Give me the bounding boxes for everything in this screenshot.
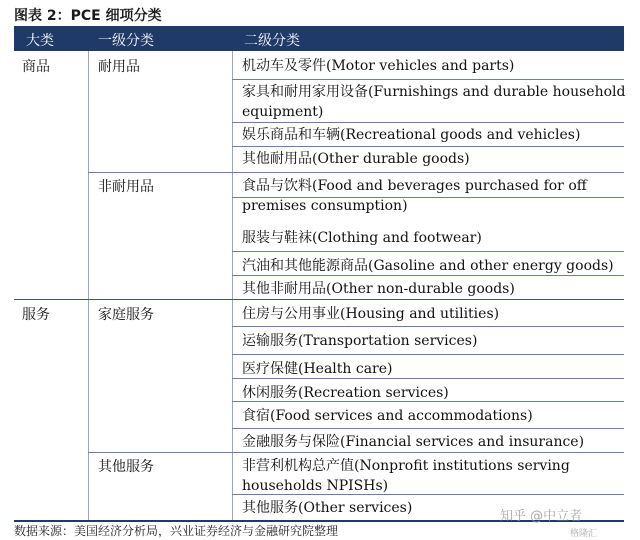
row-rule <box>232 326 624 327</box>
major-category: 服务 <box>22 307 50 323</box>
row-rule <box>232 146 624 147</box>
level1-category: 家庭服务 <box>98 307 154 323</box>
level2-item: 住房与公用事业(Housing and utilities) <box>242 306 500 322</box>
header-level2: 二级分类 <box>244 33 300 49</box>
table-header <box>14 28 624 51</box>
group-rule <box>14 299 624 300</box>
row-rule <box>232 79 624 80</box>
level2-item: 医疗保健(Health care) <box>242 361 393 377</box>
row-rule <box>232 401 624 402</box>
level2-item: 其他非耐用品(Other non-durable goods) <box>242 281 515 297</box>
level2-item: 服装与鞋袜(Clothing and footwear) <box>242 230 482 246</box>
level2-item: 食宿(Food services and accommodations) <box>242 408 533 424</box>
level2-item: 家具和耐用家用设备(Furnishings and durable household equipment) <box>242 84 626 120</box>
level2-item: 金融服务与保险(Financial services and insurance) <box>242 434 585 450</box>
row-rule <box>232 378 624 379</box>
level2-item: 机动车及零件(Motor vehicles and parts) <box>242 58 515 74</box>
row-rule <box>232 428 624 429</box>
table-title: 图表 2：PCE 细项分类 <box>14 8 162 24</box>
level2-item: 汽油和其他能源商品(Gasoline and other energy goods) <box>242 258 614 274</box>
level2-item: 其他服务(Other services) <box>242 500 413 516</box>
row-rule <box>232 122 624 123</box>
watermark-small: 格隆汇 <box>570 529 598 539</box>
row-rule <box>232 275 624 276</box>
row-rule <box>232 494 624 495</box>
subgroup-rule <box>88 452 624 453</box>
level1-category: 非耐用品 <box>98 179 154 195</box>
level2-item: 其他耐用品(Other durable goods) <box>242 151 470 167</box>
level2-item: 非营利机构总产值(Nonprofit institutions serving households NPISHs) <box>242 458 570 494</box>
row-rule <box>232 197 624 198</box>
major-category: 商品 <box>22 59 50 75</box>
level1-category: 其他服务 <box>98 459 154 475</box>
level1-category: 耐用品 <box>98 59 140 75</box>
row-rule <box>232 354 624 355</box>
header-level1: 一级分类 <box>98 33 154 49</box>
level2-item: 食品与饮料(Food and beverages purchased for off premises consumption) <box>242 178 587 214</box>
source-note: 数据来源：美国经济分析局，兴业证券经济与金融研究院整理 <box>14 524 339 538</box>
column-divider <box>88 51 89 520</box>
row-rule <box>232 251 624 252</box>
header-major: 大类 <box>26 33 54 49</box>
level2-item: 休闲服务(Recreation services) <box>242 385 449 401</box>
level2-item: 娱乐商品和车辆(Recreational goods and vehicles) <box>242 127 581 143</box>
level2-item: 运输服务(Transportation services) <box>242 333 478 349</box>
subgroup-rule <box>88 172 624 173</box>
watermark: 知乎 @中立者 <box>500 509 583 524</box>
